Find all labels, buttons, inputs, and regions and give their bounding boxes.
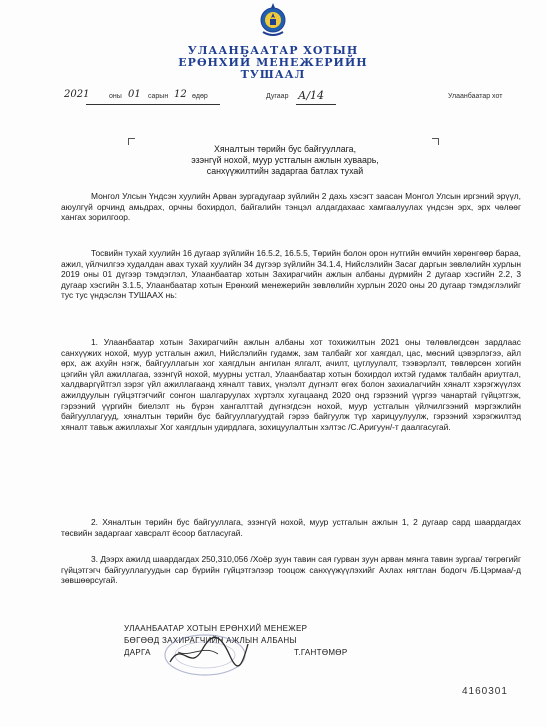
title-line3: санхүүжилтийн задаргаа батлах тухай <box>206 166 364 176</box>
order-item-2: 2. Хяналтын төрийн бус байгууллага, эзэнгүй нохой, муур устгалын ажлын 1, 2 дугаар сард шаардагдах төсвийн задаргааг хавсралт ёсоор батласугай. <box>61 517 521 538</box>
date-year-label: оны <box>109 93 122 100</box>
order-title <box>140 144 430 177</box>
document-serial-number: 4160301 <box>462 686 508 697</box>
city-label: Улаанбаатар хот <box>448 93 503 100</box>
title-line1: Хяналтын төрийн бус байгууллага, <box>213 144 357 154</box>
org-name-line1: УЛААНБААТАР ХОТЫН <box>187 44 359 57</box>
order-item-3: 3. Дээрх ажилд шаардагдах 250,310,056 /Хоёр зуун тавин сая гурван зуун арван мянга тавин зургаа/ төгрөгийг гүйцэтгэгч байгууллагуудын сар бүрийн гүйцэтгэлээр тооцож санхүүжүүлэхийг Ахлах нягтлан бодогч /Б.Цэрмаа/-д зөвшөөрсугай. <box>61 554 521 586</box>
date-day-label: өдөр <box>192 93 208 100</box>
signatory-title-line2: БӨГӨӨД ЗАХИРАГЧИЙН АЖЛЫН АЛБАНЫ <box>124 636 297 645</box>
order-number-label: Дугаар <box>266 93 289 100</box>
title-corner-top-right <box>432 138 439 145</box>
signatory-name: Т.ГАНТӨМӨР <box>294 648 348 657</box>
basis-paragraph: Тосвийн тухай хуулийн 16 дугаар зүйлийн 16.5.2, 16.5.5, Төрийн болон орон нутгийн өмчийн хөрөнгөөр бараа, ажил, үйлчилгээ худалдан авах тухай хуулийн 34 дүгээр зүйлийн 34.1.4, Нийслэлийн Засаг даргын зөвлөлийн хурлын 2019 оны 01 дүгээр тэмдэглэл, Улаанбаатар хотын Захирагчийн ажлын албаны дүрмийн 2 дугаар хэсгийн 2.2, 3 дугаар хэсгийн 3.1.5, Улаанбаатар хотын Ерөнхий менежерийн зөвлөлийн хурлын 2020 оны 20 дугаар тэмдэглэлийг тус тус үндэслэн ТУШААХ нь: <box>61 248 521 301</box>
signature-stamp-icon <box>160 632 250 678</box>
date-year: 2021 <box>64 89 90 100</box>
intro-paragraph: Монгол Улсын Үндсэн хуулийн Арван зургадугаар зүйлийн 2 дахь хэсэгт заасан Монгол Улсын иргэний эрүүл, аюулгүй орчинд амьдрах, орчны бохирдол, байгалийн тэнцэл алдагдахаас хамгаалуулах үндсэн эрх, эрх чөлөөг хангах зорилгоор. <box>61 191 521 223</box>
title-line2: эзэнгүй нохой, муур устгалын ажлын хуваарь, <box>191 155 379 165</box>
date-month-label: сарын <box>148 93 169 100</box>
order-number: А/14 <box>298 89 325 102</box>
date-underline <box>86 104 220 105</box>
order-item-1: 1. Улаанбаатар хотын Захирагчийн ажлын албаны хот тохижилтын 2021 оны төлөвлөгдсөн зардлаас санхүүжих нохой, муур устгалын ажил, Нийслэлийн гудамж, зам талбайг хог хаягдал, цас, мөсний цэвэрлэгээ, айл өрх, аж ахуйн нэгж, байгууллагын хог хаягдлын ангилан ялгалт, ачилт, цуглуулалт, тээвэрлэлт, төвлөрсөн хогийн цэгийн үйл ажиллагаа, эзэнгүй нохой, муурны устгал, Улаанбаатар хотын бохирдол ихтэй гудамж талбайн ариутгал, халдваргүйтгэл зэрэг үйл ажиллагаанд хяналт тавих, үнэлэлт дүгнэлт өгөх болон захиалагчийн хяналт хэрэгжүүлэх ажилдуулын гүйцэтгэгчийг сонгон шалгаруулах хүртэлх хугацаанд 2020 онд гэрээний үүргээ чанартай гүйцэтгэж, гэрээний үүргийн биелэлт нь бүрэн хангалттай дүгнэгдсэн нохой, муур устгалын үйлчилгээний мэргэжлийн байгууллагууд, хяналтын төрийн бус байгууллагуудтай гэрээ байгуулж түр харицуулуулж, гэрээний хэрэгжилтэд хяналт тавьж ажиллахыг Хог хаягдлын удирдлага, зохицуулалтын хэлтэс /С.Аригуун/-т даалгасугай. <box>61 337 521 432</box>
signatory-title-line1: УЛААНБААТАР ХОТЫН ЕРӨНХИЙ МЕНЕЖЕР <box>124 624 308 633</box>
state-emblem-icon <box>260 2 286 38</box>
date-day: 12 <box>174 89 187 100</box>
order-number-underline <box>296 104 336 105</box>
date-month: 01 <box>128 89 141 100</box>
document-type: ТУШААЛ <box>240 68 306 81</box>
signatory-title-line3: ДАРГА <box>124 648 151 657</box>
org-name-line2: ЕРӨНХИЙ МЕНЕЖЕРИЙН <box>178 56 368 69</box>
title-corner-top-left <box>128 138 135 145</box>
